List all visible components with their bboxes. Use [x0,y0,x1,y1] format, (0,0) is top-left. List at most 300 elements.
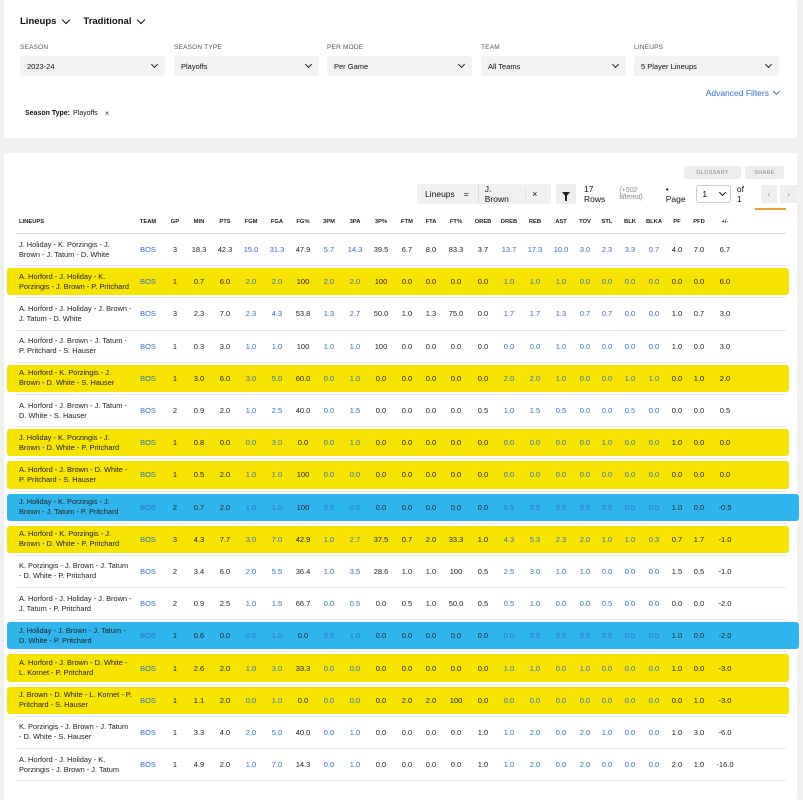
table-row[interactable] [16,266,786,298]
stat-cell[interactable]: 0.5 [555,502,567,512]
stat-cell[interactable]: BOS [140,245,156,255]
stat-cell: 0.0 [219,631,231,641]
stat-cell[interactable]: 0.0 [323,760,335,770]
table-row[interactable] [16,492,786,524]
stat-cell[interactable]: 0.0 [624,470,636,480]
column-header[interactable]: PF [673,218,681,225]
stat-cell[interactable]: 15.0 [243,245,259,255]
stat-cell[interactable]: 0.0 [648,470,660,480]
stat-cell[interactable]: 1.0 [624,534,636,544]
stat-cell[interactable]: 0.0 [579,599,591,609]
filter-button[interactable] [556,184,576,204]
stat-cell[interactable]: 1.0 [555,373,567,383]
stat-cell[interactable]: 0.0 [648,727,660,737]
lineup-link[interactable]: J. Holiday - J. Brown - J. Tatum - D. White - P. Pritchard [19,625,126,645]
stat-cell[interactable]: 0.0 [624,695,636,705]
stat-cell[interactable]: BOS [140,438,156,448]
column-header[interactable]: PTS [219,218,231,225]
page-select[interactable]: 1 [696,185,730,203]
stat-cell[interactable]: 2.3 [555,534,567,544]
stat-cell[interactable]: 0.0 [648,566,660,576]
stat-cell[interactable]: BOS [140,406,156,416]
stat-cell[interactable]: 2.3 [245,309,257,319]
stat-cell[interactable]: 1.5 [271,599,283,609]
stat-cell[interactable]: 0.0 [529,695,541,705]
stat-cell[interactable]: BOS [140,373,156,383]
table-row[interactable] [16,524,786,556]
stat-cell[interactable]: 2.0 [579,534,591,544]
lineup-link[interactable]: J. Brown - D. White - L. Kornet - P. Pritchard - S. Hauser [19,690,132,710]
stat-cell[interactable]: 0.0 [624,663,636,673]
stat-cell: 42.3 [217,245,233,255]
stat-cell[interactable]: 1.0 [601,727,613,737]
stat-cell[interactable]: 0.0 [349,502,361,512]
stat-cell[interactable]: 1.0 [503,760,515,770]
stat-cell[interactable]: BOS [140,663,156,673]
stat-cell[interactable]: 0.0 [555,438,567,448]
stat-cell[interactable]: 0.0 [648,502,660,512]
stat-cell[interactable]: 0.0 [349,663,361,673]
stat-cell[interactable]: 0.0 [349,695,361,705]
sort-indicator [755,208,786,210]
stat-cell[interactable]: 0.0 [503,341,515,351]
stat-cell[interactable]: 1.7 [503,309,515,319]
stat-cell[interactable]: 5.3 [529,534,541,544]
stat-cell[interactable]: BOS [140,727,156,737]
stat-cell[interactable]: 1.0 [503,663,515,673]
stat-cell[interactable]: BOS [140,502,156,512]
filter-value: J. Brown [478,184,515,204]
stat-cell[interactable]: 0.0 [601,502,613,512]
stat-cell[interactable]: 0.0 [601,277,613,287]
stat-cell[interactable]: 0.0 [323,470,335,480]
stat-cell[interactable]: 1.0 [323,534,335,544]
stat-cell[interactable]: 0.0 [579,341,591,351]
stat-cell[interactable]: 3.0 [579,245,591,255]
lineup-link[interactable]: J. Holiday - K. Porzingis - J. Brown - D. White - P. Pritchard [19,432,120,452]
stat-cell[interactable]: 1.0 [349,631,361,641]
stat-cell[interactable]: 0.0 [349,470,361,480]
column-header[interactable]: FGA [270,218,284,225]
stat-cell[interactable]: 1.0 [579,566,591,576]
stat-cell: 0.0 [425,502,437,512]
stat-cell[interactable]: 0.0 [648,406,660,416]
stat-cell[interactable]: 0.0 [601,663,613,673]
stat-cell[interactable]: 0.0 [529,438,541,448]
per-mode-select[interactable]: Per Game [327,56,472,76]
table-row[interactable] [16,717,786,749]
lineup-link[interactable]: A. Horford - J. Holiday - K. Porzingis - J. Brown - P. Pritchard [19,271,129,291]
stat-cell[interactable]: 0.0 [245,631,257,641]
lineup-link[interactable]: J. Holiday - K. Porzingis - J. Brown - J. Tatum - P. Pritchard [19,497,119,517]
stat-cell[interactable]: 0.7 [601,309,613,319]
stat-cell[interactable]: 0.0 [601,341,613,351]
table-row[interactable] [16,620,786,652]
stat-cell[interactable]: 0.0 [624,599,636,609]
team-select[interactable]: All Teams [481,56,626,76]
column-header[interactable]: FTM [401,218,413,225]
stat-cell[interactable]: 1.0 [245,760,257,770]
stat-cell[interactable]: 0.0 [579,373,591,383]
stat-cell[interactable]: 2.5 [503,566,515,576]
stat-cell[interactable]: 0.5 [349,599,361,609]
stat-cell[interactable]: 0.0 [555,663,567,673]
stat-cell[interactable]: 1.5 [529,406,541,416]
stat-cell[interactable]: 2.0 [529,373,541,383]
stat-cell[interactable]: 0.5 [601,599,613,609]
stat-cell[interactable]: BOS [140,760,156,770]
stat-cell[interactable]: 0.0 [323,695,335,705]
stat-cell: 3 [172,245,178,255]
stat-cell[interactable]: 1.5 [349,406,361,416]
stat-cell[interactable]: 0.0 [601,760,613,770]
stat-cell[interactable]: 2.0 [323,277,335,287]
stat-cell[interactable]: 1.0 [601,534,613,544]
stat-cell[interactable]: 1.0 [503,406,515,416]
stat-cell[interactable]: 5.0 [271,373,283,383]
column-header[interactable]: TOV [579,218,591,225]
stat-cell[interactable]: 1.0 [624,373,636,383]
lineup-link[interactable]: A. Horford - J. Holiday - K. Porzingis - J. Brown - J. Tatum [19,754,120,774]
stat-cell: 0.7 [693,309,705,319]
table-row[interactable] [16,652,786,684]
table-row[interactable] [16,298,786,330]
stat-cell[interactable]: 1.0 [601,438,613,448]
column-header[interactable]: LINEUPS [19,218,45,225]
stat-cell: 0.0 [375,631,387,641]
column-header[interactable]: MIN [193,218,205,225]
table-row[interactable] [16,588,786,620]
stat-cell[interactable]: 0.0 [323,663,335,673]
stat-cell[interactable]: 2.0 [245,727,257,737]
stat-cell[interactable]: 0.0 [323,502,335,512]
table-row[interactable] [16,331,786,363]
stat-cell[interactable]: 0.0 [323,406,335,416]
close-icon[interactable]: × [104,109,110,118]
stat-cell[interactable]: 0.0 [323,631,335,641]
stat-cell[interactable]: 2.3 [601,245,613,255]
clear-icon[interactable]: × [525,189,543,199]
stat-cell[interactable]: 0.0 [555,599,567,609]
stat-cell: 0.0 [375,599,387,609]
stat-cell[interactable]: 0.0 [624,277,636,287]
stat-cell[interactable]: 0.0 [648,695,660,705]
advanced-filters-link[interactable]: Advanced Filters [706,88,779,98]
stat-cell[interactable]: 0.0 [648,760,660,770]
stat-cell[interactable]: 0.0 [624,502,636,512]
stat-cell[interactable]: 1.0 [555,566,567,576]
stat-cell[interactable]: 2.7 [349,534,361,544]
stat-cell[interactable]: 0.0 [624,727,636,737]
stat-cell[interactable]: 1.0 [271,502,283,512]
column-header[interactable]: FG% [296,218,310,225]
stat-cell[interactable]: 0.0 [601,406,613,416]
stat-cell[interactable]: 4.3 [503,534,515,544]
stat-cell[interactable]: 2.0 [579,760,591,770]
table-row[interactable] [16,234,786,266]
stat-cell[interactable]: 17.3 [527,245,543,255]
stat-cell[interactable]: 2.0 [579,727,591,737]
share-button[interactable]: SHARE [745,166,784,179]
stat-cell[interactable]: 0.5 [624,406,636,416]
stat-cell[interactable]: 2.0 [245,277,257,287]
column-header[interactable]: STL [601,218,613,225]
stat-cell[interactable]: BOS [140,309,156,319]
column-header[interactable]: 3P% [374,218,388,225]
stat-cell[interactable]: 1.0 [245,502,257,512]
stat-cell[interactable]: BOS [140,566,156,576]
stat-cell[interactable]: 1.0 [271,631,283,641]
stat-cell[interactable]: 3.0 [271,438,283,448]
stat-cell[interactable]: 3.0 [245,534,257,544]
stat-cell[interactable]: 1.0 [349,341,361,351]
stat-cell[interactable]: 0.0 [579,470,591,480]
stat-cell[interactable]: 0.0 [503,631,515,641]
column-header[interactable]: BLK [624,218,636,225]
stat-cell[interactable]: 13.7 [501,245,517,255]
stat-cell: 33.3 [448,534,464,544]
stat-cell[interactable]: 1.0 [349,727,361,737]
lineup-link[interactable]: K. Porzingis - J. Brown - J. Tatum - D. White - S. Hauser [19,722,129,742]
stat-cell[interactable]: 2.7 [349,309,361,319]
stat-cell[interactable]: 1.0 [245,663,257,673]
stat-cell[interactable]: 1.0 [579,663,591,673]
stat-cell[interactable]: BOS [140,470,156,480]
stat-cell[interactable]: 2.0 [529,760,541,770]
lineup-link[interactable]: A. Horford - K. Porzingis - J. Brown - D. White - S. Hauser [19,368,115,388]
stat-cell[interactable]: 1.0 [503,727,515,737]
stat-cell[interactable]: 3.0 [271,663,283,673]
stat-cell[interactable]: 0.5 [503,599,515,609]
stat-cell[interactable]: 0.0 [648,663,660,673]
stat-cell[interactable]: BOS [140,341,156,351]
stat-cell[interactable]: 3.3 [624,245,636,255]
stat-cell[interactable]: 0.0 [648,277,660,287]
stat-cell[interactable]: 1.0 [555,277,567,287]
stat-cell[interactable]: 0.0 [579,502,591,512]
stat-cell[interactable]: 2.0 [245,566,257,576]
table-row[interactable] [16,459,786,491]
stat-cell[interactable]: 0.0 [323,438,335,448]
stat-cell[interactable]: 0.0 [648,438,660,448]
lineup-link[interactable]: A. Horford - J. Brown - J. Tatum - D. White - S. Hauser [19,400,127,420]
stat-cell[interactable]: 0.0 [529,631,541,641]
stat-cell[interactable]: 5.7 [323,245,335,255]
column-header[interactable]: 3PA [349,218,361,225]
stat-cell[interactable]: 1.0 [529,599,541,609]
stat-cell[interactable]: 0.0 [503,695,515,705]
stat-cell[interactable]: 1.7 [529,309,541,319]
stat-cell[interactable]: 5.0 [271,727,283,737]
stat-cell[interactable]: 0.0 [601,695,613,705]
stat-cell[interactable]: BOS [140,277,156,287]
stat-cell[interactable]: 4.3 [271,309,283,319]
stat-cell[interactable]: 0.0 [503,438,515,448]
stat-cell[interactable]: 0.0 [601,373,613,383]
chevron-down-icon [305,61,312,68]
stat-cell: 0.0 [425,727,437,737]
stat-cell[interactable]: 0.0 [323,727,335,737]
stat-cell[interactable]: 0.0 [601,470,613,480]
stat-cell[interactable]: 0.0 [579,631,591,641]
stat-cell[interactable]: 0.7 [579,309,591,319]
column-header[interactable]: FGM [244,218,258,225]
stat-cell[interactable]: 0.0 [624,309,636,319]
lineups-select[interactable]: 5 Player Lineups [634,56,779,76]
stat-cell[interactable]: 0.0 [245,438,257,448]
stat-cell[interactable]: 0.3 [648,534,660,544]
stat-cell[interactable]: 0.0 [579,406,591,416]
column-header[interactable]: TEAM [139,218,157,225]
stat-cell[interactable]: 2.0 [529,727,541,737]
stat-cell: 0.0 [671,373,683,383]
column-header[interactable]: REB [528,218,542,225]
column-header[interactable]: PFD [693,218,705,225]
stat-cell[interactable]: 0.0 [601,631,613,641]
lineup-link[interactable]: A. Horford - K. Porzingis - J. Brown - D. White - P. Pritchard [19,529,120,549]
column-header[interactable]: FTA [425,218,437,225]
stat-cell[interactable]: 0.0 [624,438,636,448]
stat-cell[interactable]: 1.0 [349,373,361,383]
stat-cell[interactable]: 0.0 [648,599,660,609]
stat-cell[interactable]: 0.0 [555,695,567,705]
stat-cell[interactable]: 0.0 [579,695,591,705]
column-header[interactable]: 3PM [323,218,335,225]
stat-cell: 75.0 [448,309,464,319]
stat-cell: -1.0 [718,534,732,544]
stat-cell[interactable]: 0.0 [529,341,541,351]
season-type-select[interactable]: Playoffs [174,56,319,76]
stat-cell[interactable]: 0.0 [579,438,591,448]
stat-cell[interactable]: 0.0 [648,631,660,641]
stat-cell[interactable]: 31.3 [269,245,285,255]
table-row[interactable] [16,685,786,717]
table-row[interactable] [16,556,786,588]
lineup-link[interactable]: A. Horford - J. Brown - D. White - L. Kornet - P. Pritchard [19,658,128,678]
stat-cell[interactable]: 0.5 [529,502,541,512]
column-header[interactable]: GP [170,218,180,225]
stat-cell: 50.0 [373,309,389,319]
table-row[interactable] [16,749,786,781]
stat-cell[interactable]: 1.3 [555,309,567,319]
stat-cell[interactable]: 1.0 [271,341,283,351]
stat-cell[interactable]: 0.0 [601,566,613,576]
stat-cell[interactable]: 3.0 [245,373,257,383]
glossary-button[interactable]: GLOSSARY [684,166,741,179]
stat-cell: 100 [296,341,310,351]
stat-cell[interactable]: 1.0 [245,470,257,480]
stat-cell[interactable]: 1.0 [245,406,257,416]
stat-cell[interactable]: 10.0 [553,245,569,255]
stat-cell[interactable]: 2.0 [271,277,283,287]
stat-cell[interactable]: 0.0 [503,470,515,480]
stat-cell[interactable]: 7.0 [271,760,283,770]
stat-cell[interactable]: 0.0 [579,277,591,287]
stat-cell[interactable]: 0.0 [624,566,636,576]
stat-cell[interactable]: 1.0 [503,277,515,287]
column-header[interactable]: BLKA [645,218,663,225]
stat-cell[interactable]: 3.5 [349,566,361,576]
stat-cell[interactable]: 0.0 [555,760,567,770]
stat-cell[interactable]: 1.0 [555,341,567,351]
stat-cell[interactable]: 1.0 [245,341,257,351]
stat-cell[interactable]: 1.0 [349,760,361,770]
stat-cell[interactable]: 0.0 [323,599,335,609]
stat-cell[interactable]: 0.0 [555,727,567,737]
table-row[interactable] [16,395,786,427]
search-filter-chip[interactable] [417,184,551,204]
prev-page-button[interactable]: ‹ [761,185,778,203]
stat-cell[interactable]: 0.7 [648,245,660,255]
lineup-link[interactable]: A. Horford - J. Holiday - J. Brown - J. Tatum - D. White [19,303,132,323]
column-header[interactable]: DREB [500,218,518,225]
stat-cell[interactable]: 0.0 [555,470,567,480]
stat-cell[interactable]: 1.0 [245,599,257,609]
lineup-link[interactable]: A. Horford - J. Brown - J. Tatum - P. Pritchard - S. Hauser [19,336,127,356]
column-header[interactable]: FT% [449,218,463,225]
stat-cell[interactable]: 1.0 [529,277,541,287]
stat-cell[interactable]: 14.3 [347,245,363,255]
lineup-link[interactable]: K. Porzingis - J. Brown - J. Tatum - D. White - P. Pritchard [19,561,129,581]
table-row[interactable] [16,363,786,395]
stat-cell[interactable]: 1.0 [529,663,541,673]
stat-cell[interactable]: 7.0 [271,534,283,544]
tab-traditional[interactable]: Traditional [83,16,144,27]
stat-cell: 0.0 [375,406,387,416]
stat-cell[interactable]: 0.0 [624,631,636,641]
stat-cell[interactable]: 0.0 [624,760,636,770]
lineup-link[interactable]: A. Horford - J. Holiday - J. Brown - J. Tatum - P. Pritchard [19,593,132,613]
column-header[interactable]: +/- [721,218,729,225]
stat-cell[interactable]: 0.5 [503,502,515,512]
lineup-link[interactable]: J. Holiday - K. Porzingis - J. Brown - J. Tatum - D. White [19,239,110,259]
stat-cell[interactable]: 1.0 [349,438,361,448]
stat-cell[interactable]: 0.0 [648,341,660,351]
stat-cell[interactable]: 0.0 [624,341,636,351]
next-page-button[interactable]: › [780,185,797,203]
stat-cell[interactable]: 0.0 [323,373,335,383]
stat-cell[interactable]: 1.0 [271,695,283,705]
stat-cell[interactable]: BOS [140,534,156,544]
stat-cell[interactable]: 0.0 [648,309,660,319]
stat-cell[interactable]: 0.5 [555,406,567,416]
stat-cell[interactable]: 0.0 [529,470,541,480]
stat-cell: 6.0 [219,277,231,287]
stat-cell[interactable]: 3.0 [529,566,541,576]
stat-cell[interactable]: 1.0 [323,566,335,576]
stat-cell[interactable]: 0.0 [555,631,567,641]
lineup-link[interactable]: A. Horford - J. Brown - D. White - P. Pritchard - S. Hauser [19,464,128,484]
stat-cell[interactable]: 2.0 [503,373,515,383]
season-select[interactable]: 2023-24 [20,56,165,76]
stat-cell[interactable]: 2.0 [349,277,361,287]
column-header[interactable]: AST [555,218,567,225]
table-row[interactable] [16,427,786,459]
stat-cell[interactable]: 1.0 [271,470,283,480]
column-header[interactable]: OREB [474,218,492,225]
chevron-down-icon [719,189,726,196]
stat-cell[interactable]: 0.0 [245,695,257,705]
stat-cell[interactable]: BOS [140,695,156,705]
stat-cell[interactable]: BOS [140,599,156,609]
stat-cell[interactable]: 2.5 [271,406,283,416]
stat-cell[interactable]: 5.5 [271,566,283,576]
stat-cell[interactable]: BOS [140,631,156,641]
stat-cell[interactable]: 1.3 [323,309,335,319]
stat-cell[interactable]: 1.0 [648,373,660,383]
tab-lineups[interactable]: Lineups [20,16,69,27]
stat-cell[interactable]: 1.0 [323,341,335,351]
